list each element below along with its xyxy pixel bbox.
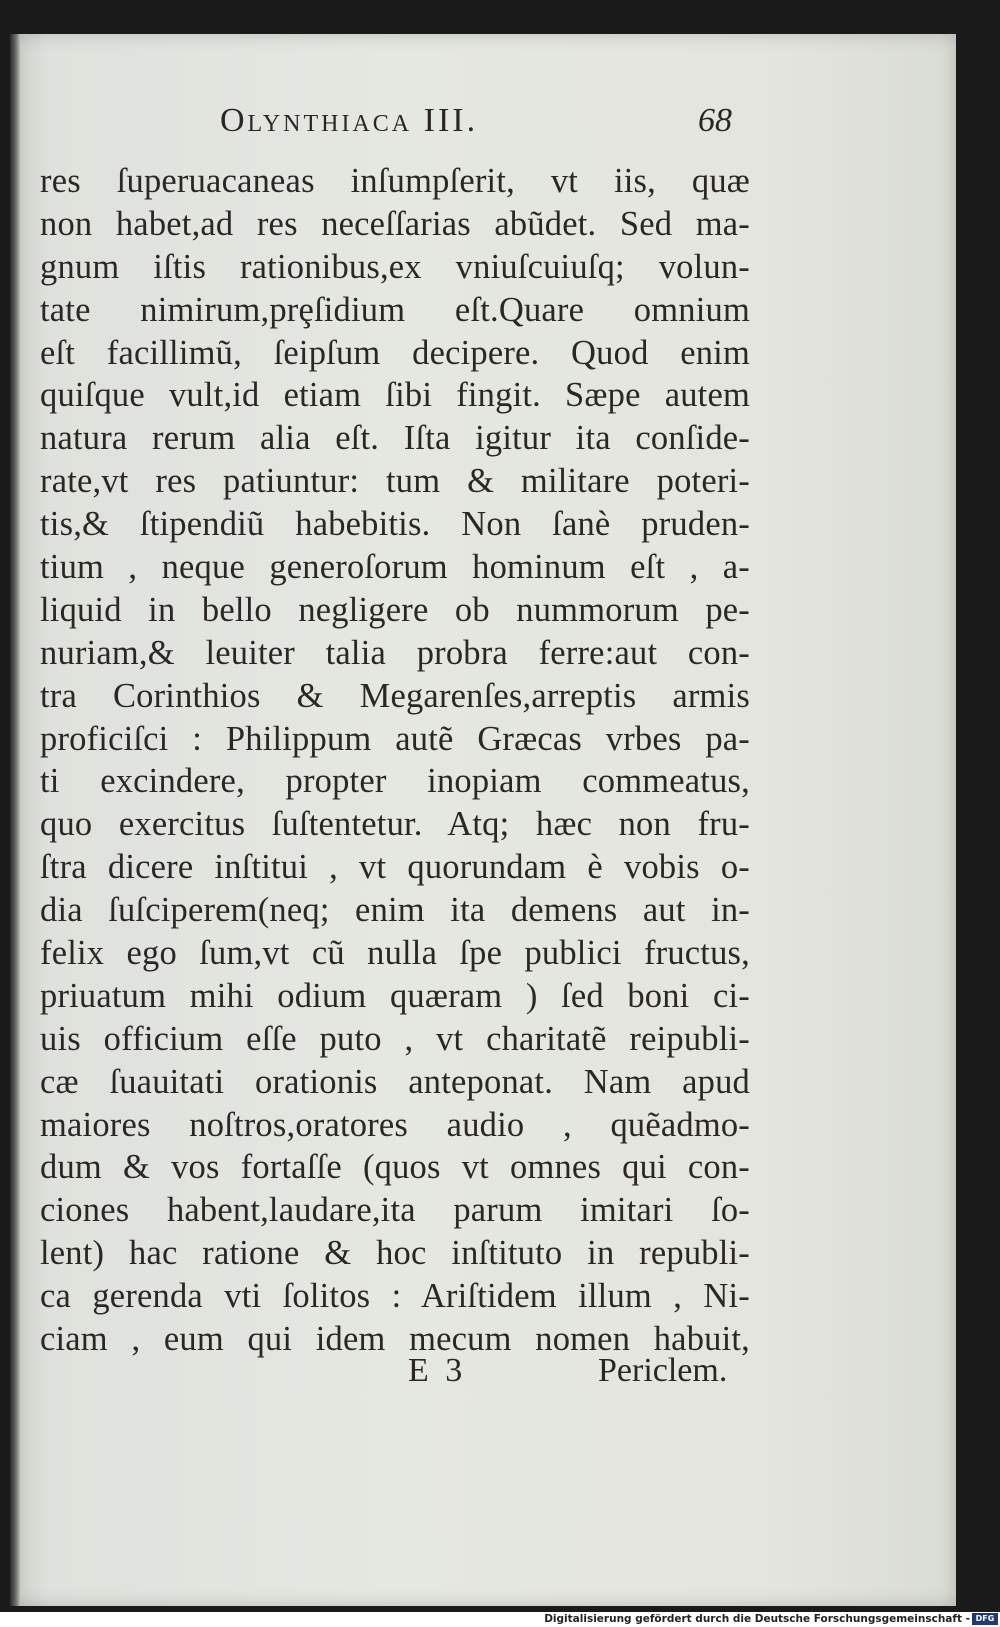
dfg-logo: DFG: [972, 1613, 998, 1625]
text-line: ti excindere, propter inopiam commeatus,: [40, 762, 750, 801]
text-line: tate nimirum,prȩſidium eſt.Quare omnium: [40, 290, 750, 329]
text-line: quo exercitus ſuſtentetur. Atq; hæc non fru-: [40, 805, 750, 844]
digitization-credit-bar: [0, 1612, 1000, 1627]
signature-mark: E 3: [408, 1352, 467, 1389]
text-line: dia ſuſciperem(neq; enim ita demens aut in-: [40, 891, 750, 930]
page-footer: [10, 1352, 956, 1398]
text-line: tium , neque generoſorum hominum eſt , a-: [40, 548, 750, 587]
text-line: nuriam,& leuiter talia probra ferre:aut con-: [40, 633, 750, 672]
text-line: natura rerum alia eſt. Iſta igitur ita conſide-: [40, 419, 750, 458]
text-line: maiores noſtros,oratores audio , quẽadmo-: [40, 1105, 750, 1144]
text-line: liquid in bello negligere ob nummorum pe-: [40, 590, 750, 629]
text-line: tra Corinthios & Megarenſes,arreptis armis: [40, 676, 750, 715]
text-line: ciones habent,laudare,ita parum imitari ſo-: [40, 1191, 750, 1230]
text-line: eſt facillimũ, ſeipſum decipere. Quod enim: [40, 333, 750, 372]
text-line: ſtra dicere inſtitui , vt quorundam è vobis o-: [40, 848, 750, 887]
text-line: res ſuperuacaneas inſumpſerit, vt iis, quæ: [40, 162, 750, 200]
text-line: cæ ſuauitati orationis anteponat. Nam apud: [40, 1062, 750, 1101]
text-line: dum & vos fortaſſe (quos vt omnes qui con-: [40, 1148, 750, 1187]
running-head: [10, 102, 956, 162]
text-line: ciam , eum qui idem mecum nomen habuit,: [40, 1320, 750, 1359]
text-line: quiſque vult,id etiam ſibi fingit. Sæpe autem: [40, 376, 750, 415]
text-line: uis officium eſſe puto , vt charitatẽ reipubli-: [40, 1019, 750, 1058]
text-line: proficiſci : Philippum autẽ Græcas vrbes pa-: [40, 719, 750, 758]
running-head-title: Olynthiaca III.: [220, 102, 479, 139]
text-line: tis,& ſtipendiũ habebitis. Non ſanè pruden-: [40, 505, 750, 544]
text-line: gnum iſtis rationibus,ex vniuſcuiuſq; volun-: [40, 247, 750, 286]
text-line: ca gerenda vti ſolitos : Ariſtidem illum , Ni-: [40, 1277, 750, 1316]
page-number: 68: [698, 102, 732, 139]
text-line: rate,vt res patiuntur: tum & militare poteri-: [40, 462, 750, 501]
catchword: Periclem.: [598, 1352, 728, 1389]
text-line: lent) hac ratione & hoc inſtituto in republi-: [40, 1234, 750, 1273]
text-line: felix ego ſum,vt cũ nulla ſpe publici fructus,: [40, 934, 750, 973]
digitization-credit: Digitalisierung gefördert durch die Deutsche Forschungsgemeinschaft -: [544, 1613, 970, 1625]
body-text: [40, 160, 750, 1361]
text-line: priuatum mihi odium quæram ) ſed boni ci-: [40, 976, 750, 1015]
text-line: non habet,ad res neceſſarias abũdet. Sed ma-: [40, 204, 750, 243]
book-page: [10, 34, 956, 1606]
